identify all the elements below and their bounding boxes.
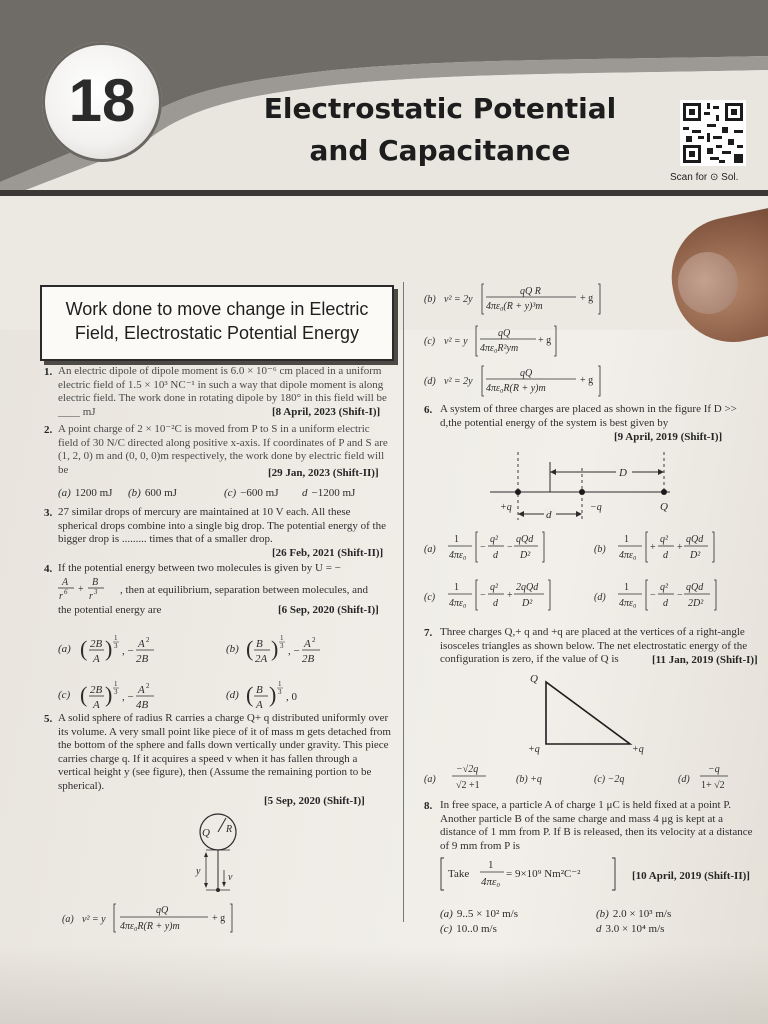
question-6-source: [9 April, 2019 (Shift-I)] xyxy=(614,431,723,443)
svg-text:√2 +1: √2 +1 xyxy=(456,780,480,791)
question-3-number: 3. xyxy=(44,507,53,519)
question-2-option-b[interactable]: (b) 600 mJ xyxy=(128,487,177,499)
svg-text:(d): (d) xyxy=(424,376,436,387)
svg-text:(d): (d) xyxy=(594,592,606,603)
svg-text:6: 6 xyxy=(64,588,68,596)
svg-text:1: 1 xyxy=(624,582,629,593)
svg-text:−: − xyxy=(480,542,486,553)
svg-text:+ g: + g xyxy=(580,293,594,304)
svg-text:D²: D² xyxy=(522,598,533,609)
svg-text:(: ( xyxy=(80,636,88,661)
svg-text:(a): (a) xyxy=(62,914,74,925)
chapter-title-line-1: Electrostatic Potential xyxy=(263,92,617,125)
svg-text:D: D xyxy=(619,467,627,479)
question-5-text: A solid sphere of radius R carries a charge Q+ q distributed uniformly over its volume. A very small point like piece of it of mass m gets detached from the bottom of the sphere and falls down vertically under gravity. This piece carries charge q. If it acquires a speed v when it has fallen through a vertical height y (see figure), then (Assume the remaining portion to be spherical). xyxy=(58,712,391,792)
svg-text:2B: 2B xyxy=(136,653,149,665)
svg-text:A: A xyxy=(93,699,100,711)
svg-text:, −: , − xyxy=(122,645,134,657)
svg-text:y: y xyxy=(196,866,201,877)
svg-text:(: ( xyxy=(80,682,88,707)
svg-text:d: d xyxy=(546,509,552,521)
svg-text:1: 1 xyxy=(454,534,459,545)
question-4-number: 4. xyxy=(44,563,53,575)
svg-text:qQ: qQ xyxy=(156,905,169,916)
chapter-number: 18 xyxy=(68,67,136,134)
svg-text:Q: Q xyxy=(530,673,538,685)
question-8-option-b[interactable]: (b) 2.0 × 10³ m/s xyxy=(596,908,672,920)
question-8-text: In free space, a particle A of charge 1 μC is held fixed at a point P. Another particle B of the same charge and mass 4 μg is kept at a distance of 1 mm from P. If B is released, then its velocity at a distance of 9 mm from P is xyxy=(440,799,753,852)
svg-text:(c): (c) xyxy=(58,689,71,701)
svg-text:qQ: qQ xyxy=(498,328,511,339)
svg-text:3: 3 xyxy=(280,642,284,650)
svg-text:4B: 4B xyxy=(136,699,149,711)
svg-text:(c): (c) xyxy=(424,336,436,347)
svg-text:−q: −q xyxy=(590,502,602,513)
svg-text:): ) xyxy=(105,636,113,661)
question-5-number: 5. xyxy=(44,713,53,725)
svg-text:4πε₀: 4πε₀ xyxy=(619,598,637,609)
question-4-options[interactable] xyxy=(58,626,398,716)
svg-text:A: A xyxy=(138,638,145,650)
svg-text:1+ √2: 1+ √2 xyxy=(701,780,725,791)
svg-text:+: + xyxy=(677,542,683,553)
question-8-option-d[interactable]: d 3.0 × 10⁴ m/s xyxy=(596,923,665,935)
question-2-number: 2. xyxy=(44,424,53,436)
topic-heading-box xyxy=(40,285,394,361)
svg-text:qQd: qQd xyxy=(686,582,704,593)
svg-text:A: A xyxy=(256,699,263,711)
svg-text:R: R xyxy=(226,824,233,835)
question-8-constant xyxy=(440,854,620,894)
svg-text:Take: Take xyxy=(448,868,470,880)
question-4-source: [6 Sep, 2020 (Shift-I)] xyxy=(278,604,379,616)
svg-text:qQd: qQd xyxy=(516,534,534,545)
svg-text:D²: D² xyxy=(520,550,531,561)
svg-text:(c): (c) xyxy=(424,592,436,603)
svg-text:Q: Q xyxy=(202,827,210,839)
svg-text:qQ R: qQ R xyxy=(520,286,541,297)
topic-heading-line-2: Field, Electrostatic Potential Energy xyxy=(74,323,360,343)
svg-text:(b): (b) xyxy=(594,544,606,555)
svg-text:2: 2 xyxy=(312,636,316,644)
question-6-options[interactable] xyxy=(424,528,754,620)
svg-text:3: 3 xyxy=(278,688,282,696)
question-2-text: A point charge of 2 × 10⁻²C is moved from P to S in a uniform electric field of 30 N/C directed along positive x-axis. If coordinates of P and S are (1, 2, 0) m and (0, 0, 0)m respectively, the work done by electric field will be xyxy=(58,423,388,476)
question-8-number: 8. xyxy=(424,800,433,812)
question-8-source: [10 April, 2019 (Shift-II)] xyxy=(632,870,750,882)
svg-text:(a): (a) xyxy=(58,643,71,655)
question-4-text-line-2: , then at equilibrium, separation between molecules, and xyxy=(120,584,369,596)
svg-text:d: d xyxy=(493,598,498,609)
svg-text:+: + xyxy=(507,590,513,601)
svg-text:(d): (d) xyxy=(226,689,239,701)
svg-text:3: 3 xyxy=(114,642,118,650)
svg-text:(b): (b) xyxy=(226,643,239,655)
svg-text:1: 1 xyxy=(114,680,118,688)
svg-text:2: 2 xyxy=(146,682,150,690)
svg-text:(: ( xyxy=(246,682,254,707)
svg-text:2B: 2B xyxy=(90,684,103,696)
question-2-option-c[interactable]: (c) −600 mJ xyxy=(224,487,279,499)
svg-text:v² = y: v² = y xyxy=(82,914,106,925)
svg-text:+: + xyxy=(650,542,656,553)
svg-text:−: − xyxy=(650,590,656,601)
question-6-text: A system of three charges are placed as shown in the figure If D >> d,the potential energy of the system is best given by xyxy=(440,403,737,429)
question-3-source: [26 Feb, 2021 (Shift-II)] xyxy=(272,547,384,559)
svg-text:, 0: , 0 xyxy=(286,691,297,703)
column-divider xyxy=(403,282,404,922)
svg-text:1: 1 xyxy=(454,582,459,593)
svg-text:): ) xyxy=(271,636,279,661)
svg-text:+q: +q xyxy=(528,744,540,755)
svg-text:): ) xyxy=(105,682,113,707)
svg-text:+ g: + g xyxy=(538,335,552,346)
falling-sphere-figure xyxy=(180,810,260,900)
question-7-source: [11 Jan, 2019 (Shift-I)] xyxy=(652,654,758,666)
question-7-number: 7. xyxy=(424,627,433,639)
chapter-number-badge xyxy=(42,42,162,162)
chapter-title-line-2: and Capacitance xyxy=(309,134,571,167)
svg-text:+ g: + g xyxy=(580,375,594,386)
svg-text:, −: , − xyxy=(288,645,300,657)
svg-text:4πε₀: 4πε₀ xyxy=(481,876,501,888)
svg-text:2B: 2B xyxy=(90,638,103,650)
svg-text:v² = 2y: v² = 2y xyxy=(444,376,473,387)
question-4-text-line-1: If the potential energy between two molecules is given by U = − xyxy=(58,562,341,574)
question-1-text: An electric dipole of dipole moment is 6.0 × 10⁻⁶ cm placed in a uniform electric field of 1.5 × 10³ NC⁻¹ in such a way that dipole moment is along electric field. The work done in rotating dipole by 180° in this field will be ____ mJ xyxy=(58,365,387,418)
svg-text:(b): (b) xyxy=(424,294,436,305)
triangle-charges-figure xyxy=(520,668,660,758)
svg-text:4πε₀: 4πε₀ xyxy=(619,550,637,561)
svg-text:4πε₀: 4πε₀ xyxy=(449,598,467,609)
svg-text:(c) −2q: (c) −2q xyxy=(594,774,625,785)
svg-text:B: B xyxy=(92,577,99,588)
svg-text:B: B xyxy=(256,638,263,650)
svg-text:q²: q² xyxy=(490,534,498,545)
svg-text:A: A xyxy=(93,653,100,665)
svg-text:d: d xyxy=(663,550,668,561)
svg-text:−: − xyxy=(507,542,513,553)
svg-text:1: 1 xyxy=(278,680,282,688)
svg-text:1: 1 xyxy=(114,634,118,642)
question-2-source: [29 Jan, 2023 (Shift-II)] xyxy=(268,467,379,479)
svg-text:r: r xyxy=(59,591,63,602)
svg-text:(b) +q: (b) +q xyxy=(516,774,542,785)
three-charges-figure xyxy=(470,448,700,528)
svg-text:qQd: qQd xyxy=(686,534,704,545)
svg-text:4πε₀R(R + y)m: 4πε₀R(R + y)m xyxy=(486,383,546,394)
svg-text:A: A xyxy=(304,638,311,650)
svg-text:D²: D² xyxy=(690,550,701,561)
svg-text:3: 3 xyxy=(94,588,98,596)
svg-text:v² = y: v² = y xyxy=(444,336,468,347)
svg-text:B: B xyxy=(256,684,263,696)
svg-text:2qQd: 2qQd xyxy=(516,582,539,593)
svg-text:+q: +q xyxy=(632,744,644,755)
svg-text:= 9×10⁹ Nm²C⁻²: = 9×10⁹ Nm²C⁻² xyxy=(506,868,581,880)
svg-text:, −: , − xyxy=(122,691,134,703)
svg-text:+ g: + g xyxy=(212,913,226,924)
svg-text:r: r xyxy=(89,591,93,602)
svg-text:4πε₀R(R + y)m: 4πε₀R(R + y)m xyxy=(120,921,180,932)
question-5-option-a[interactable] xyxy=(62,900,242,936)
svg-text:v² = 2y: v² = 2y xyxy=(444,294,473,305)
svg-text:d: d xyxy=(663,598,668,609)
svg-text:+: + xyxy=(78,584,84,595)
question-1-source: [8 April, 2023 (Shift-I)] xyxy=(272,406,381,418)
svg-text:3: 3 xyxy=(114,688,118,696)
svg-text:−: − xyxy=(480,590,486,601)
question-4-formula xyxy=(56,575,128,605)
svg-text:2: 2 xyxy=(146,636,150,644)
svg-text:(d): (d) xyxy=(678,774,690,785)
svg-text:2B: 2B xyxy=(302,653,315,665)
svg-text:−√2q: −√2q xyxy=(456,764,479,775)
svg-text:A: A xyxy=(138,684,145,696)
svg-text:Q: Q xyxy=(660,501,668,513)
question-6-number: 6. xyxy=(424,404,433,416)
svg-text:qQ: qQ xyxy=(520,368,533,379)
svg-text:2A: 2A xyxy=(255,653,268,665)
question-2-option-d[interactable]: d −1200 mJ xyxy=(302,487,356,499)
svg-text:): ) xyxy=(269,682,277,707)
question-8-option-a[interactable]: (a) 9..5 × 10² m/s xyxy=(440,908,518,920)
svg-text:(: ( xyxy=(246,636,254,661)
question-7-text: Three charges Q,+ q and +q are placed at the vertices of a right-angle isosceles triangles as shown below. The net electrostatic energy of the configuration is zero, if the value of Q is xyxy=(440,626,748,665)
svg-text:4πε₀(R + y)³m: 4πε₀(R + y)³m xyxy=(486,301,543,312)
svg-text:v: v xyxy=(228,872,233,883)
question-3-text: 27 similar drops of mercury are maintained at 10 V each. All these spherical drops combine into a single big drop. The potential energy of the bigger drop is ......... times that of a smaller drop. xyxy=(58,506,386,545)
svg-text:+q: +q xyxy=(500,502,512,513)
qr-code-icon[interactable] xyxy=(680,100,746,166)
topic-heading-line-1: Work done to move change in Electric xyxy=(65,299,369,319)
svg-text:1: 1 xyxy=(488,859,494,871)
page-bottom-shade xyxy=(0,945,768,1024)
svg-text:−: − xyxy=(677,590,683,601)
svg-text:q²: q² xyxy=(490,582,498,593)
svg-text:1: 1 xyxy=(624,534,629,545)
svg-text:(a): (a) xyxy=(424,544,436,555)
svg-text:4πε₀: 4πε₀ xyxy=(449,550,467,561)
scan-for-solution-label: Scan for ⊙ Sol. xyxy=(670,172,739,183)
svg-text:(a): (a) xyxy=(424,774,436,785)
question-4-text-line-3: the potential energy are xyxy=(58,604,162,616)
svg-text:A: A xyxy=(62,577,69,588)
svg-text:d: d xyxy=(493,550,498,561)
question-5-source: [5 Sep, 2020 (Shift-I)] xyxy=(264,795,365,807)
svg-text:4πε₀R²ym: 4πε₀R²ym xyxy=(480,343,519,354)
question-2-option-a[interactable]: (a) 1200 mJ xyxy=(58,487,113,499)
svg-text:2D²: 2D² xyxy=(688,598,704,609)
question-1-number: 1. xyxy=(44,366,53,378)
question-5-options-bcd[interactable] xyxy=(424,282,614,404)
question-8-option-c[interactable]: (c) 10..0 m/s xyxy=(440,923,497,935)
question-7-options[interactable] xyxy=(424,760,754,796)
svg-text:1: 1 xyxy=(280,634,284,642)
svg-text:q²: q² xyxy=(660,582,668,593)
svg-text:−q: −q xyxy=(708,764,720,775)
svg-text:q²: q² xyxy=(660,534,668,545)
